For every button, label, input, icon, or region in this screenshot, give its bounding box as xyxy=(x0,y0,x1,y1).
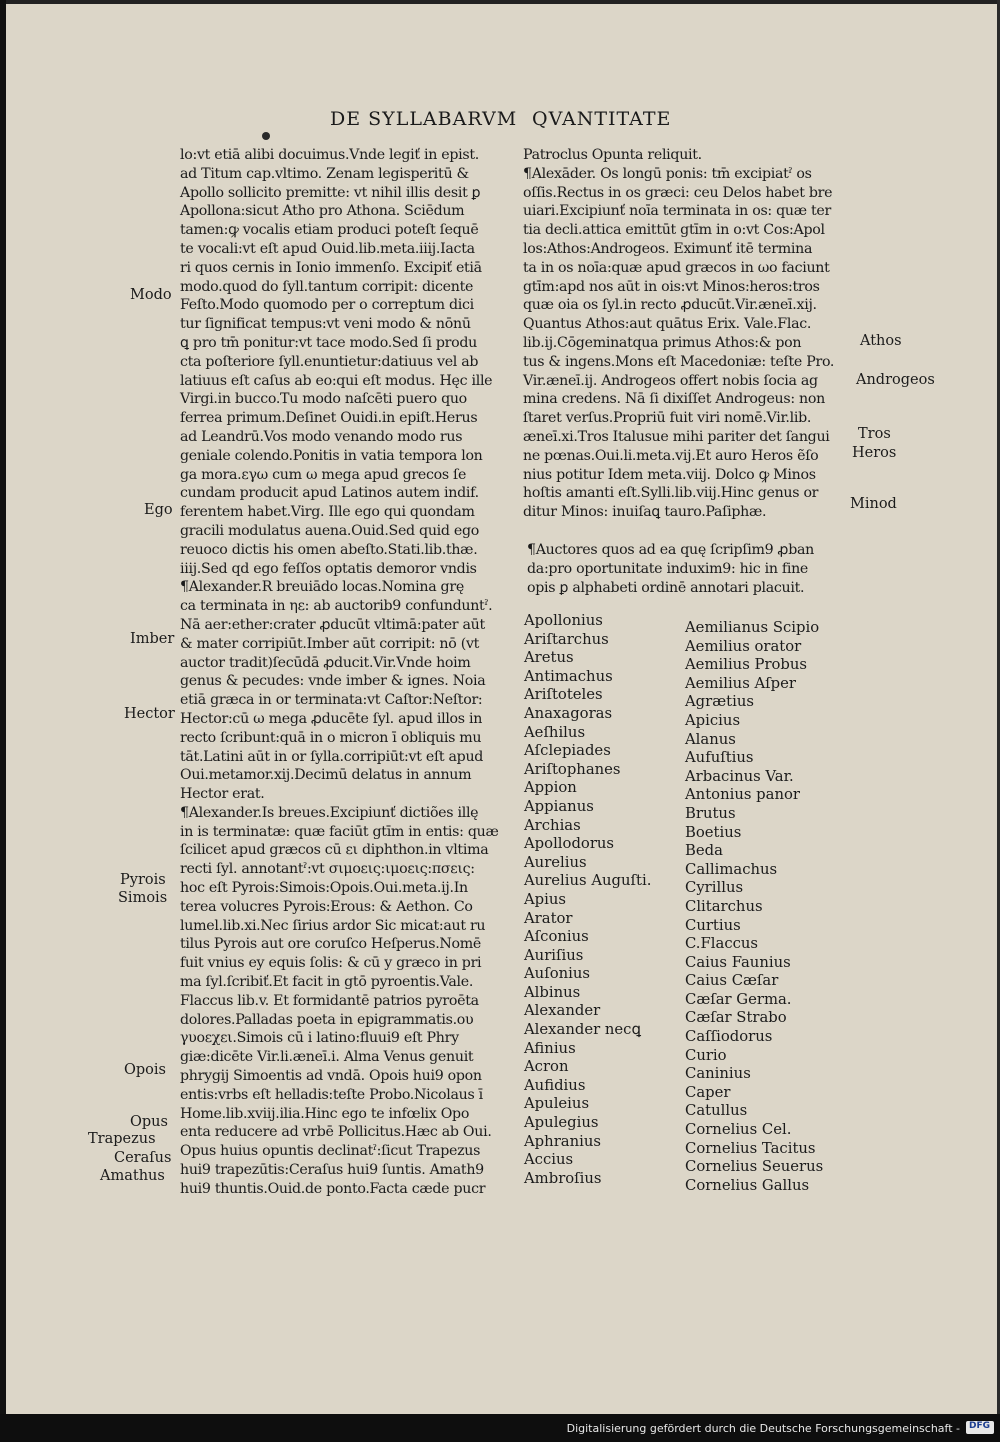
text-line: hui9 thuntis.Ouid.de ponto.Facta cæde pucr xyxy=(180,1180,486,1197)
author-name: Arator xyxy=(524,909,573,927)
author-name: Agrætius xyxy=(685,693,754,711)
text-line: ne pœnas.Oui.li.meta.vij.Et auro Heros ẽſo xyxy=(523,447,819,464)
margin-note-modo: Modo xyxy=(130,287,172,303)
author-name: Apollonius xyxy=(524,612,603,629)
author-name: Aufidius xyxy=(524,1076,586,1094)
text-line: etiā græca in or terminata:vt Caſtor:Neſtor: xyxy=(180,692,483,709)
text-line: tia decli.attica emittūt gtīm in o:vt Cos:Apol xyxy=(523,222,825,239)
author-name: Clitarchus xyxy=(685,897,763,915)
author-name: Antonius panor xyxy=(685,786,800,804)
margin-note-ego: Ego xyxy=(144,502,173,518)
text-line: terea volucres Pyrois:Erous: & Aethon. Co xyxy=(180,898,473,915)
text-line: ferentem habet.Virg. Ille ego qui quondam xyxy=(180,504,475,521)
dfg-logo-text: DFG xyxy=(969,1421,991,1431)
author-name: Acron xyxy=(524,1058,569,1076)
text-line: & mater corripiūt.Imber aūt corripit: nō (vt xyxy=(180,635,480,652)
author-name: Ariſtarchus xyxy=(524,630,609,648)
author-name: Cornelius Cel. xyxy=(685,1121,792,1139)
text-line: gracili modulatus auena.Ouid.Sed quid ego xyxy=(180,522,480,539)
author-name: Cæſar Germa. xyxy=(685,990,792,1008)
author-name: Curtius xyxy=(685,916,741,934)
text-line: uiari.Excipiunť noīa terminata in os: quæ ter xyxy=(523,203,831,220)
text-line: phrygij Simoentis ad vndā. Opois hui9 opon xyxy=(180,1068,482,1085)
author-name: Auriſius xyxy=(524,946,584,964)
text-line: ſcilicet apud græcos cū ει diphthon.in vltima xyxy=(180,842,489,859)
author-name: Aſconius xyxy=(524,928,589,946)
text-line: Hector erat. xyxy=(180,786,265,803)
author-name: Aufuſtius xyxy=(685,749,754,767)
text-line: modo.quod do ſyll.tantum corripit: dicente xyxy=(180,278,474,295)
text-line: ¶Auctores quos ad ea quę ſcripſim9 ꝓban xyxy=(527,542,814,558)
running-head-right: QVANTITATE xyxy=(532,108,672,130)
author-name: Boetius xyxy=(685,823,742,841)
author-name: Aurelius Auguſti. xyxy=(524,872,652,890)
text-line: los:Athos:Androgeos. Eximunť itē termina xyxy=(523,240,813,257)
text-line: ga mora.εγω cum ω mega apud grecos ſe xyxy=(180,466,467,483)
author-name: Cyrillus xyxy=(685,879,744,897)
margin-note-heros: Heros xyxy=(852,445,897,461)
text-line: tilus Pyrois aut ore coruſco Heſperus.Nomē xyxy=(180,936,482,953)
text-line: hui9 trapezūtis:Ceraſus hui9 ſuntis. Amath9 xyxy=(180,1162,484,1179)
author-name: Aurelius xyxy=(524,853,587,871)
text-line: tus & ingens.Mons eſt Macedoniæ: teſte Pro. xyxy=(523,353,835,370)
author-name: Cornelius Seuerus xyxy=(685,1158,824,1176)
margin-note-androgeos: Androgeos xyxy=(856,372,935,388)
text-line: ferrea primum.Deſinet Ouidi.in epiſt.Herus xyxy=(180,410,478,427)
text-line: ad Leandrū.Vos modo venando modo rus xyxy=(180,428,463,445)
author-name: Apius xyxy=(524,890,567,908)
author-name: Arbacinus Var. xyxy=(685,767,794,785)
text-line: cundam producit apud Latinos autem indif. xyxy=(180,485,479,502)
text-line: ſtaret verſus.Propriū fuit viri nomē.Vir.lib. xyxy=(523,410,812,427)
text-line: Virgi.in bucco.Tu modo naſcēti puero quo xyxy=(180,391,467,408)
text-line: ta in os noīa:quæ apud græcos in ωο faciunt xyxy=(523,259,830,276)
text-line: da:pro oportunitate induxim9: hic in fine xyxy=(527,560,809,577)
author-name: Anaxagoras xyxy=(524,704,613,722)
author-name: Archias xyxy=(524,816,581,834)
text-line: enta reducere ad vrbē Pollicitus.Hæc ab Oui. xyxy=(180,1124,492,1141)
dfg-logo xyxy=(966,1421,994,1434)
text-line: ad Titum cap.vltimo. Zenam legisperitū & xyxy=(180,165,469,182)
text-line: tamen:ꝙ vocalis etiam produci poteſt ſequē xyxy=(180,222,479,239)
author-name: Aſclepiades xyxy=(524,742,611,760)
margin-note-minos: Minod xyxy=(850,496,897,512)
text-line: giæ:dicēte Vir.li.æneī.i. Alma Venus genuit xyxy=(180,1049,474,1066)
author-name: Brutus xyxy=(685,804,736,822)
text-line: latiuus eſt caſus ab eo:qui eſt modus. Hęc ille xyxy=(180,372,493,389)
margin-note-pyrois: Pyrois xyxy=(120,872,166,888)
text-line: lumel.lib.xi.Nec ſirius ardor Sic micat:aut ru xyxy=(180,917,486,934)
text-line: genus & pecudes: vnde imber & ignes. Noia xyxy=(180,673,486,690)
text-line: Opus huius opuntis declinatˀ:ſicut Trapezus xyxy=(180,1143,481,1160)
text-line: hoſtis amanti eſt.Sylli.lib.viij.Hinc genus or xyxy=(523,485,819,502)
authors-list-column-1 xyxy=(524,612,651,1188)
author-name: Alexander necꝗ xyxy=(524,1021,641,1039)
author-name: Albinus xyxy=(524,983,581,1001)
author-name: Aphranius xyxy=(524,1132,601,1150)
author-name: Accius xyxy=(524,1151,574,1169)
author-name: Caius Faunius xyxy=(685,953,791,971)
right-text-column xyxy=(523,146,853,522)
margin-note-cerasus: Ceraſus xyxy=(114,1150,172,1166)
text-line: ma ſyl.ſcribiť.Et facit in gtō pyroentis.Vale. xyxy=(180,974,474,991)
running-head xyxy=(0,108,1000,138)
author-name: Catullus xyxy=(685,1102,748,1120)
text-line: lo:vt etiā alibi docuimus.Vnde legiť in epist. xyxy=(180,147,480,163)
margin-note-athos: Athos xyxy=(860,333,902,349)
author-name: Ambroſius xyxy=(524,1169,602,1187)
text-line: te vocali:vt eſt apud Ouid.lib.meta.iiij.Iacta xyxy=(180,240,475,257)
text-line: γυοεχει.Simois cū i latino:fluui9 eſt Phry xyxy=(180,1030,459,1047)
author-name: Auſonius xyxy=(524,965,590,983)
author-name: Appion xyxy=(524,779,577,797)
author-name: Caninius xyxy=(685,1065,751,1083)
text-line: recti ſyl. annotantˀ:vt σιμοεις:ιμοεις:πσεις: xyxy=(180,861,475,878)
author-name: Aretus xyxy=(524,649,574,667)
text-line: ꝗ pro tm̄ ponitur:vt tace modo.Sed ſi produ xyxy=(180,334,477,351)
author-name: Caper xyxy=(685,1083,731,1101)
author-name: Curio xyxy=(685,1046,727,1064)
page-edge-top xyxy=(0,0,1000,4)
text-line: mina credens. Nā ſi dixiſſet Androgeus: non xyxy=(523,391,825,408)
text-line: iiij.Sed qd ego feſſos optatis demoror vndis xyxy=(180,560,477,577)
text-line: ri quos cernis in Ionio immenſo. Excipiť etiā xyxy=(180,259,482,276)
text-line: in is terminatæ: quæ faciūt gtīm in entis: quæ xyxy=(180,823,499,840)
author-name: Alexander xyxy=(524,1002,601,1020)
text-line: Home.lib.xviij.ilia.Hinc ego te infœlix Opo xyxy=(180,1105,470,1122)
author-name: Cæſar Strabo xyxy=(685,1009,787,1027)
margin-note-opois: Opois xyxy=(124,1062,166,1078)
text-line: æneī.xi.Tros Italusue mihi pariter det ſangui xyxy=(523,428,830,445)
author-name: Appianus xyxy=(524,797,594,815)
text-line: ¶Alexander.Is breues.Excipiunť dictiões illę xyxy=(180,804,479,821)
text-line: Feſto.Modo quomodo per o correptum dici xyxy=(180,297,474,314)
text-line: nius potitur Idem meta.viij. Dolco ꝙ Minos xyxy=(523,466,816,483)
margin-note-simois: Simois xyxy=(118,890,168,906)
author-name: Caius Cæſar xyxy=(685,972,779,990)
text-line: oſſis.Rectus in os græci: ceu Delos habet bre xyxy=(523,184,833,201)
text-line: Vir.æneī.ij. Androgeos offert nobis ſocia ag xyxy=(523,372,818,389)
text-line: ca terminata in ηε: ab auctorib9 confunduntˀ. xyxy=(180,598,493,615)
page-edge-left xyxy=(0,0,6,1414)
authors-list-column-2 xyxy=(685,619,823,1195)
author-name: Apulegius xyxy=(524,1114,599,1132)
author-name: Ariſtoteles xyxy=(524,686,603,704)
author-name: Aeſhilus xyxy=(524,723,586,741)
text-line: ditur Minos: inuiſaꝗ tauro.Paſiphæ. xyxy=(523,504,767,521)
author-name: Aemilius orator xyxy=(685,637,802,655)
text-line: dolores.Palladas poeta in epigrammatis.ου xyxy=(180,1011,474,1028)
author-name: C.Flaccus xyxy=(685,935,759,953)
text-line: geniale colendo.Ponitis in vatia tempora lon xyxy=(180,447,483,464)
margin-note-trapezus: Trapezus xyxy=(88,1131,156,1147)
text-line: ¶Alexāder. Os longū ponis: tm̄ excipiatˀ os xyxy=(523,165,812,182)
footer-credit-text: Digitalisierung gefördert durch die Deutsche Forschungsgemeinschaft - xyxy=(566,1422,960,1435)
text-line: Apollo sollicito premitte: vt nihil illis desit ꝑ xyxy=(180,184,481,201)
left-text-column xyxy=(180,146,515,1199)
text-line: lib.ij.Cōgeminatqua primus Athos:& pon xyxy=(523,334,802,351)
author-name: Ariſtophanes xyxy=(524,760,621,778)
text-line: auctor tradit)ſecūdā ꝓducit.Vir.Vnde hoim xyxy=(180,654,471,671)
text-line: tur ſignificat tempus:vt veni modo & nōnū xyxy=(180,316,471,333)
author-name: Aemilius Probus xyxy=(685,656,808,674)
author-name: Cornelius Gallus xyxy=(685,1176,810,1194)
author-name: Apollodorus xyxy=(524,835,615,853)
author-name: Caſſiodorus xyxy=(685,1028,773,1046)
text-line: cta poſteriore ſyll.enuntietur:datiuus vel ab xyxy=(180,353,479,370)
author-name: Alanus xyxy=(685,730,736,748)
text-line: ¶Alexander.R breuiādo locas.Nomina grę xyxy=(180,579,464,596)
author-name: Beda xyxy=(685,842,723,860)
text-line: recto ſcribunt:quā in o micron ī obliquis mu xyxy=(180,729,482,746)
margin-note-hector: Hector xyxy=(124,706,175,722)
text-line: quæ oia os ſyl.in recto ꝓducūt.Vir.æneī.xij. xyxy=(523,297,817,314)
text-line: Patroclus Opunta reliquit. xyxy=(523,147,702,163)
author-name: Cornelius Tacitus xyxy=(685,1139,816,1157)
text-line: reuoco dictis his omen abeſto.Stati.lib.thæ. xyxy=(180,541,478,558)
text-line: hoc eſt Pyrois:Simois:Opois.Oui.meta.ij.In xyxy=(180,880,468,897)
margin-note-imber: Imber xyxy=(130,631,175,647)
text-line: gtīm:apd nos aūt in ois:vt Minos:heros:tros xyxy=(523,278,820,295)
text-line: entis:vrbs eſt helladis:teſte Probo.Nicolaus ī xyxy=(180,1086,483,1103)
author-name: Antimachus xyxy=(524,667,613,685)
author-name: Aemilianus Scipio xyxy=(685,619,820,636)
text-line: opis ꝑ alphabeti ordinē annotari placuit. xyxy=(527,579,805,596)
authors-introduction-note xyxy=(527,541,814,597)
margin-note-amathus: Amathus xyxy=(100,1168,165,1184)
text-line: Oui.metamor.xij.Decimū delatus in annum xyxy=(180,767,472,784)
author-name: Afinius xyxy=(524,1039,576,1057)
author-name: Aemilius Aſper xyxy=(685,674,796,692)
text-line: Nā aer:ether:crater ꝓducūt vltimā:pater aūt xyxy=(180,616,485,633)
author-name: Apicius xyxy=(685,711,741,729)
text-line: Flaccus lib.v. Et formidantē patrios pyroēta xyxy=(180,992,479,1009)
text-line: tāt.Latini aūt in or ſylla.corripiūt:vt eſt apud xyxy=(180,748,484,765)
running-head-left: DE SYLLABARVM xyxy=(330,108,518,130)
text-line: Hector:cū ω mega ꝓducēte ſyl. apud illos in xyxy=(180,710,483,727)
margin-note-tros: Tros xyxy=(858,426,891,442)
footer-bar xyxy=(0,1414,1000,1442)
text-line: Apollona:sicut Atho pro Athona. Sciēdum xyxy=(180,203,465,220)
text-line: fuit vnius ey equis ſolis: & cū y græco in pri xyxy=(180,955,482,972)
author-name: Callimachus xyxy=(685,860,778,878)
text-line: Quantus Athos:aut quātus Erix. Vale.Flac. xyxy=(523,316,812,333)
author-name: Apuleius xyxy=(524,1095,590,1113)
margin-note-opus: Opus xyxy=(130,1114,168,1130)
